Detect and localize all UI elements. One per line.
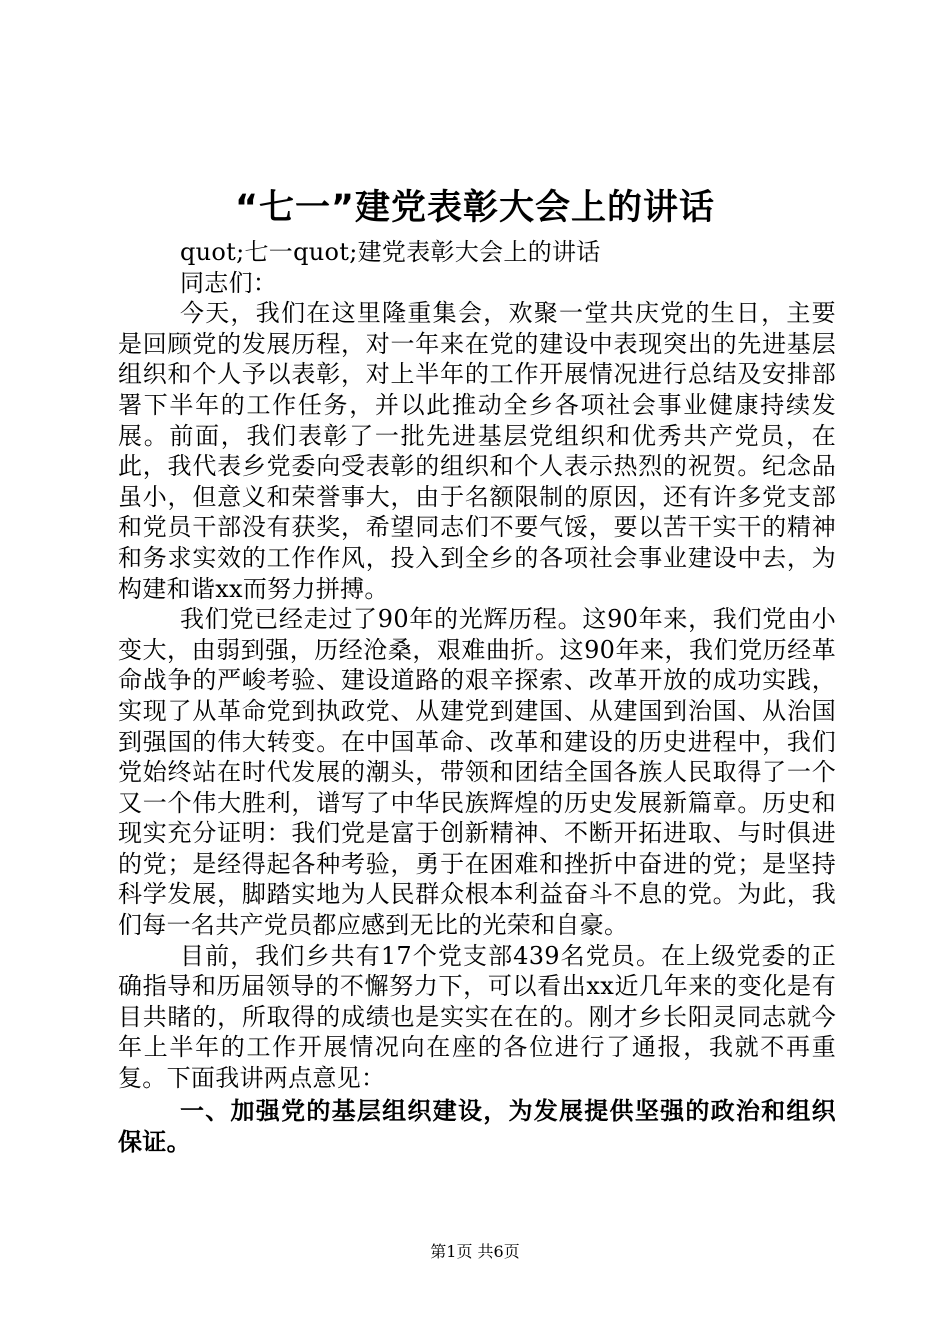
document-title: “七一”建党表彰大会上的讲话 (234, 188, 715, 228)
paragraph-2: 我们党已经走过了90年的光辉历程。这90年来，我们党由小变大，由弱到强，历经沧桑，艰难曲折。这90年来，我们党历经革命战争的严峻考验、建设道路的艰辛探索、改革开放的成功实践，实现了从革命党到执政党、从建党到建国、从建国到治国、从治国到强国的伟大转变。在中国革命、改革和建设的历史进程中，我们党始终站在时代发展的潮头，带领和团结全国各族人民取得了一个又一个伟大胜利，谱写了中华民族辉煌的历史发展新篇章。历史和现实充分证明：我们党是富于创新精神、不断开拓进取、与时俱进的党；是经得起各种考验，勇于在困难和挫折中奋进的党；是坚持科学发展，脚踏实地为人民群众根本利益奋斗不息的党。为此，我们每一名共产党员都应感到无比的光荣和自豪。 (118, 605, 836, 940)
paragraph-3: 目前，我们乡共有17个党支部439名党员。在上级党委的正确指导和历届领导的不懈努力下，可以看出xx近几年来的变化是有目共睹的，所取得的成绩也是实实在在的。刚才乡长阳灵同志就今年上半年的工作开展情况向在座的各位进行了通报，我就不再重复。下面我讲两点意见： (118, 941, 836, 1093)
page-footer: 第1页 共6页 (430, 1242, 520, 1261)
section-heading-1: 一、加强党的基层组织建设，为发展提供坚强的政治和组织保证。 (118, 1096, 836, 1156)
salutation: 同志们： (180, 268, 278, 297)
paragraph-1: 今天，我们在这里隆重集会，欢聚一堂共庆党的生日，主要是回顾党的发展历程，对一年来在党的建设中表现突出的先进基层组织和个人予以表彰，对上半年的工作开展情况进行总结及安排部署下半年的工作任务，并以此推动全乡各项社会事业健康持续发展。前面，我们表彰了一批先进基层党组织和优秀共产党员，在此，我代表乡党委向受表彰的组织和个人表示热烈的祝贺。纪念品虽小，但意义和荣誉事大，由于名额限制的原因，还有许多党支部和党员干部没有获奖，希望同志们不要气馁，要以苦干实干的精神和务求实效的工作作风，投入到全乡的各项社会事业建设中去，为构建和谐xx而努力拼搏。 (118, 299, 836, 603)
document-body (118, 237, 836, 1158)
document-subtitle: quot;七一quot;建党表彰大会上的讲话 (180, 238, 601, 266)
